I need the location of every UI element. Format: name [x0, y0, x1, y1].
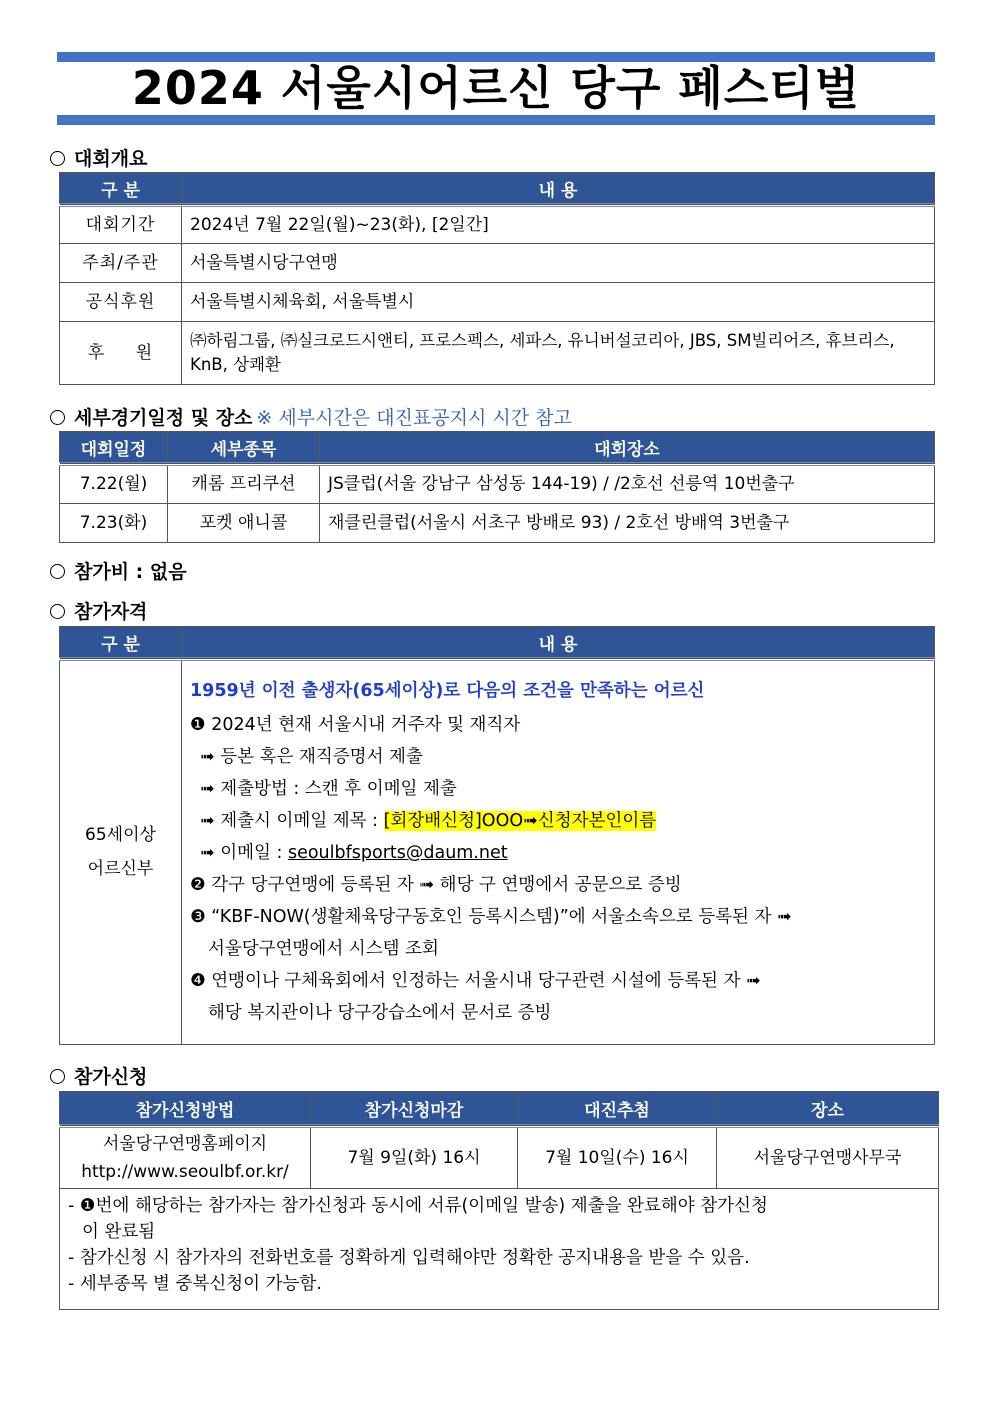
application-place: 서울당구연맹사무국 [717, 1126, 939, 1188]
circle-bullet-icon [50, 151, 65, 166]
section-application-heading: 참가신청 [50, 1064, 147, 1090]
eligibility-item-1: ❶ 2024년 현재 서울시내 거주자 및 재직자 [190, 715, 521, 735]
overview-value: 서울특별시당구연맹 [182, 243, 935, 282]
table-row [60, 1126, 939, 1188]
table-row [60, 659, 935, 1044]
application-table [59, 1091, 939, 1310]
application-deadline: 7월 9일(화) 16시 [311, 1126, 518, 1188]
overview-value: 서울특별시체육회, 서울특별시 [182, 282, 935, 321]
eligibility-sub-3: ➟ 제출시 이메일 제목 : [회장배신청]OOO➟신청자본인이름 [200, 811, 657, 831]
schedule-note: ※ 세부시간은 대진표공지시 시간 참고 [256, 407, 572, 429]
table-row [60, 321, 935, 384]
eligibility-item-4-cont: 해당 복지관이나 당구강습소에서 문서로 증빙 [208, 1003, 552, 1023]
schedule-header-venue: 대회장소 [320, 432, 935, 465]
eligibility-item-3-cont: 서울당구연맹에서 시스템 조회 [208, 939, 439, 959]
schedule-venue: JS클럽(서울 강남구 삼성동 144-19) / /2호선 선릉역 10번출구 [320, 464, 935, 503]
application-note-1-cont: 이 완료됨 [82, 1221, 156, 1242]
schedule-venue: 재클린클럽(서울시 서초구 방배로 93) / 2호선 방배역 3번출구 [320, 503, 935, 542]
overview-value: 2024년 7월 22일(월)~23(화), [2일간] [182, 205, 935, 243]
circle-bullet-icon [50, 604, 65, 619]
overview-header-category: 구 분 [60, 173, 182, 206]
eligibility-sub-2: ➟ 제출방법 : 스캔 후 이메일 제출 [200, 779, 457, 799]
eligibility-item-2: ❷ 각구 당구연맹에 등록된 자 ➟ 해당 구 연맹에서 공문으로 증빙 [190, 875, 682, 895]
section-overview-heading: 대회개요 [50, 146, 147, 172]
table-row [60, 464, 935, 503]
eligibility-header-category: 구 분 [60, 627, 182, 660]
application-method-label: 서울당구연맹홈페이지 [102, 1133, 268, 1154]
circle-bullet-icon [50, 1069, 65, 1084]
table-row [60, 243, 935, 282]
table-row [60, 1188, 939, 1309]
schedule-header-date: 대회일정 [60, 432, 168, 465]
schedule-table [59, 431, 935, 543]
application-header-draw: 대진추첨 [518, 1092, 717, 1127]
overview-label: 후 원 [60, 321, 182, 384]
eligibility-content [182, 659, 935, 1044]
eligibility-headline: 1959년 이전 출생자(65세이상)로 다음의 조건을 만족하는 어르신 [190, 681, 705, 701]
overview-value: ㈜하림그룹, ㈜실크로드시앤티, 프로스펙스, 세파스, 유니버설코리아, JBS, SM빌리어즈, 휴브리스, KnB, 상쾌환 [182, 321, 935, 384]
application-header-deadline: 참가신청마감 [311, 1092, 518, 1127]
schedule-header-event: 세부종목 [168, 432, 320, 465]
eligibility-table [59, 626, 935, 1045]
schedule-date: 7.22(월) [60, 464, 168, 503]
eligibility-category-line2: 어르신부 [87, 859, 154, 880]
application-draw: 7월 10일(수) 16시 [518, 1126, 717, 1188]
application-header-method: 참가신청방법 [60, 1092, 311, 1127]
eligibility-item-4: ❹ 연맹이나 구체육회에서 인정하는 서울시내 당구관련 시설에 등록된 자 ➟ [190, 971, 761, 991]
table-row [60, 205, 935, 243]
eligibility-item-3: ❸ “KBF-NOW(생활체육당구동호인 등록시스템)”에 서울소속으로 등록된 자 ➟ [190, 907, 792, 927]
homepage-link[interactable]: http://www.seoulbf.or.kr/ [81, 1161, 289, 1182]
application-note-1: - ❶번에 해당하는 참가자는 참가신청과 동시에 서류(이메일 발송) 제출을 완료해야 참가신청 [68, 1195, 768, 1216]
application-method [60, 1126, 311, 1188]
email-link[interactable]: seoulbfsports@daum.net [287, 843, 508, 863]
application-notes [60, 1188, 939, 1309]
section-fee-heading: 참가비 : 없음 [50, 559, 187, 585]
eligibility-sub-1: ➟ 등본 혹은 재직증명서 제출 [200, 747, 423, 767]
schedule-date: 7.23(화) [60, 503, 168, 542]
overview-label: 공식후원 [60, 282, 182, 321]
application-note-2: - 참가신청 시 참가자의 전화번호를 정확하게 입력해야만 정확한 공지내용을 받을 수 있음. [68, 1247, 750, 1268]
section-eligibility-heading: 참가자격 [50, 599, 147, 625]
email-subject-highlight: [회장배신청]OOO➟신청자본인이름 [383, 811, 657, 831]
overview-table [59, 172, 935, 385]
application-header-place: 장소 [717, 1092, 939, 1127]
title-bar-bottom [57, 115, 935, 125]
page-title: 2024 서울시어르신 당구 페스티벌 [131, 61, 861, 115]
eligibility-header-content: 내 용 [182, 627, 935, 660]
overview-header-content: 내 용 [182, 173, 935, 206]
schedule-event: 포켓 애니콜 [168, 503, 320, 542]
circle-bullet-icon [50, 564, 65, 579]
circle-bullet-icon [50, 410, 65, 425]
application-note-3: - 세부종목 별 중복신청이 가능함. [68, 1273, 322, 1294]
eligibility-category [60, 659, 182, 1044]
table-row [60, 503, 935, 542]
eligibility-category-line1: 65세이상 [85, 825, 156, 846]
eligibility-sub-4: ➟ 이메일 : seoulbfsports@daum.net [200, 843, 508, 863]
table-row [60, 282, 935, 321]
schedule-event: 캐롬 프리쿠션 [168, 464, 320, 503]
overview-label: 주최/주관 [60, 243, 182, 282]
section-schedule-heading: 세부경기일정 및 장소 ※ 세부시간은 대진표공지시 시간 참고 [50, 405, 572, 431]
overview-label: 대회기간 [60, 205, 182, 243]
